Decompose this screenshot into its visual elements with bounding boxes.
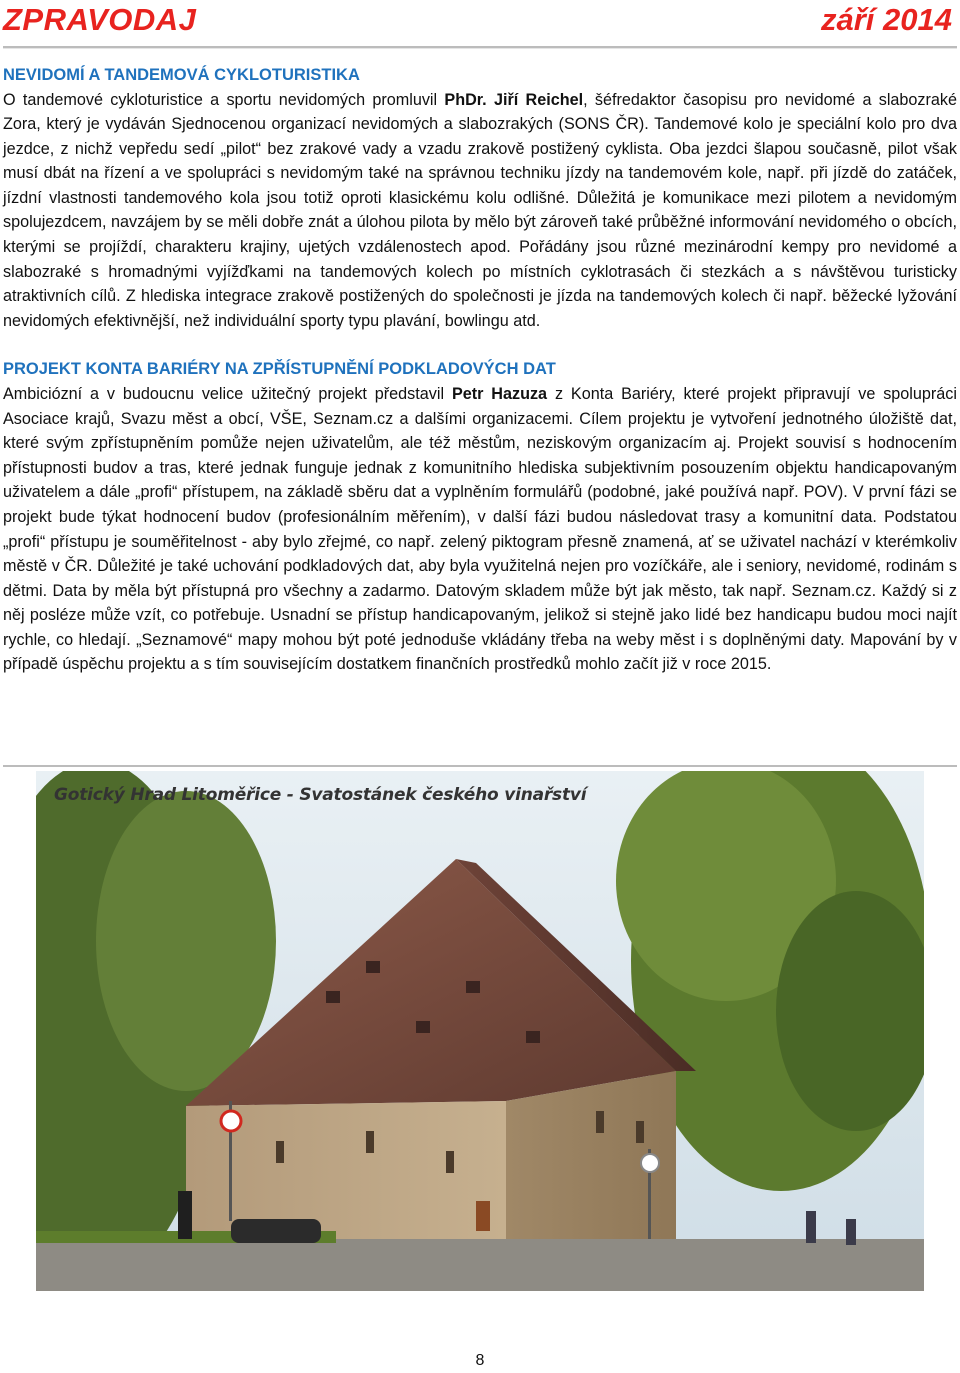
traffic-sign (641, 1154, 659, 1172)
paragraph-text: z Konta Bariéry, které projekt připravují ve spolupráci Asociace krajů, Svazu měst a obcí, VŠE, Seznam.cz a dalšími organizacemi. Cílem projektu je vytvoření jednotného úložiště dat, které svým zpřístupněním pomůže nejen uživatelům, ale též městům, neziskovým organizacím aj. Projekt souvisí s hodnocením přístupnosti budov a tras, které jednak funguje jednak z komunitního hlediska subjektivním posouzením objektu handicapovaným uživatelem a dále „profi“ přístupem, na základě sběru dat a vyplněním formulářů (podobné, jaké používá např. POV). V první fázi se projekt bude týkat hodnocení budov (profesionálním měřením), v další fázi budou následovat trasy a komunitní data. Podstatou „profi“ přístupu je souměřitelnost - aby bylo zřejmé, co např. zelený piktogram přesně znamená, ať se uživatel nachází v kterémkoliv městě v ČR. Důležité je také uchování podkladových dat, aby byla využitelná nejen pro vozíčkáře, ale i seniory, nevidomé, rodinám s dětmi. Data by měla být přístupná pro všechny a zadarmo. Datovým skladem může být jak město, tak např. Seznam.cz. Každý si z něj posléze může vzít, co potřebuje. Usnadní se přístup handicapovaným, jelikož si stejně jako lidé bez handicapu budou moci najít rychle, co hledají. „Seznamové“ mapy mohou být poté jednoduše vkládány třeba na weby měst i s doplněnými daty. Mapování by v případě úspěchu projektu a s tím souvisejícím dostatkem finančních prostředků mohlo začít již v roce 2015. (3, 384, 957, 674)
section-paragraph-cycling (3, 88, 957, 334)
window (276, 1141, 284, 1163)
door (476, 1201, 490, 1231)
parked-car (231, 1219, 321, 1243)
section-heading-data: PROJEKT KONTA BARIÉRY NA ZPŘÍSTUPNĚNÍ PODKLADOVÝCH DAT (3, 360, 556, 379)
window (446, 1151, 454, 1173)
photo-caption: Gotický Hrad Litoměřice - Svatostánek českého vinařství (54, 785, 587, 805)
page-number: 8 (475, 1352, 485, 1369)
page-header (0, 0, 960, 44)
photo-divider (3, 765, 957, 767)
dormer (526, 1031, 540, 1043)
traffic-sign (221, 1111, 241, 1131)
dormer (416, 1021, 430, 1033)
dormer (466, 981, 480, 993)
issue-date: září 2014 (821, 2, 952, 37)
window (636, 1121, 644, 1143)
header-divider (3, 46, 957, 49)
pavement (36, 1239, 924, 1291)
article-content (3, 63, 957, 677)
paragraph-text: , šéfredaktor časopisu pro nevidomé a slabozraké Zora, který je vydáván Sjednocenou organizací nevidomých a slabozrakých (SONS ČR). Tandemové kolo je speciální kolo pro dva jezdce, z nichž vepředu sedí „pilot“ bez zrakové vady a vzadu zrakově postižený cyklista. Oba jezdci šlapou současně, pilot však musí dbát na řízení a ve spolupráci s nevidomým také na správnou techniku jízdy na tandemovém kole, např. při jízdě do zatáček, jízdní vlastnosti tandemového kola jsou totiž oproti klasickému kolu odlišné. Důležitá je komunikace mezi pilotem a nevidomým spolujezdcem, navzájem by se měli dobře znát a úlohou pilota by mělo být zároveň také průběžné informování nevidomého o obcích, kterými se projíždí, charakteru krajiny, ujetých vzdálenostech apod. Pořádány jsou různé mezinárodní kempy pro nevidomé a slabozraké s hromadnými vyjížďkami na tandemových kolech po místních cyklotrasách či stezkách a s návštěvou turisticky atraktivních cílů. Z hlediska integrace zrakově postižených do společnosti je jízda na tandemových kolech či např. běžecké lyžování nevidomých efektivnější, než individuální sporty typu plavání, bowlingu atd. (3, 90, 958, 330)
section-heading-cycling: NEVIDOMÍ A TANDEMOVÁ CYKLOTURISTIKA (3, 66, 360, 84)
newsletter-title: ZPRAVODAJ (3, 2, 197, 37)
dormer (366, 961, 380, 973)
section-paragraph-data (3, 382, 957, 677)
paragraph-text: O tandemové cykloturistice a sportu nevidomých promluvil (3, 90, 445, 109)
dormer (326, 991, 340, 1003)
castle-photo (36, 771, 924, 1291)
pedestrian (806, 1211, 816, 1243)
window (366, 1131, 374, 1153)
presenter-name: Petr Hazuza (451, 384, 548, 403)
paragraph-text: Ambiciózní a v budoucnu velice užitečný projekt představil (3, 384, 452, 403)
speaker-name: PhDr. Jiří Reichel (444, 90, 584, 109)
castle-illustration (36, 771, 924, 1291)
pedestrian (178, 1191, 192, 1239)
tree-left-foliage (96, 791, 276, 1091)
window (596, 1111, 604, 1133)
pedestrian (846, 1219, 856, 1245)
